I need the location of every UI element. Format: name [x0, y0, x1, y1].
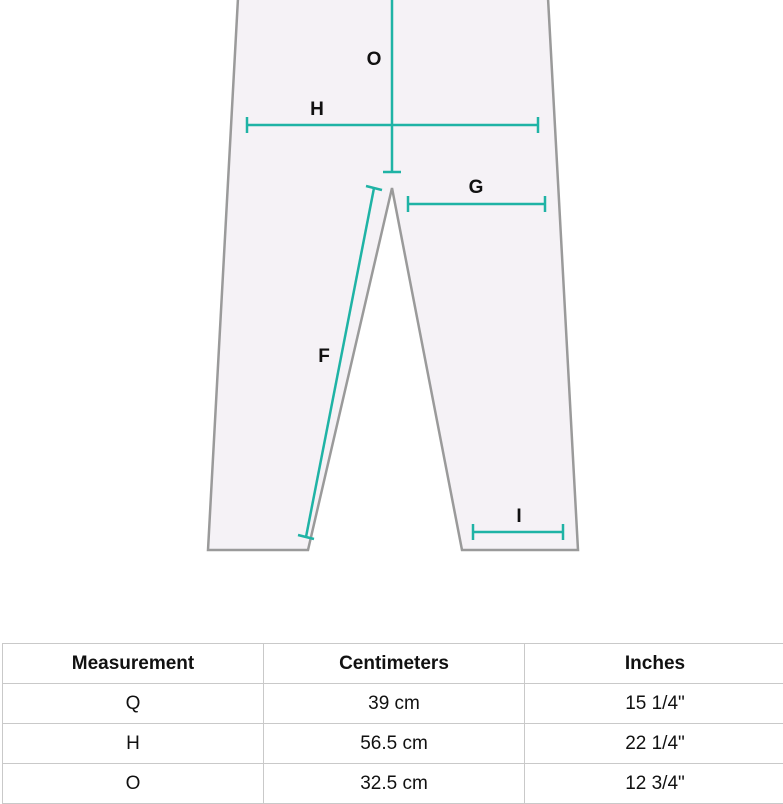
- cell-measurement: H: [3, 724, 264, 764]
- label-g: G: [469, 177, 484, 198]
- table-row: [3, 684, 783, 724]
- size-table: [2, 643, 783, 804]
- label-f: F: [318, 346, 330, 367]
- cell-centimeters: 32.5 cm: [264, 764, 525, 804]
- cell-measurement: Q: [3, 684, 264, 724]
- header-centimeters: Centimeters: [264, 644, 525, 684]
- cell-centimeters: 56.5 cm: [264, 724, 525, 764]
- table-row: [3, 724, 783, 764]
- table-header-row: [3, 644, 783, 684]
- header-measurement: Measurement: [3, 644, 264, 684]
- label-i: I: [516, 506, 521, 527]
- header-inches: Inches: [525, 644, 783, 684]
- cell-measurement: O: [3, 764, 264, 804]
- table-row: [3, 764, 783, 804]
- cell-inches: 12 3/4": [525, 764, 783, 804]
- label-o: O: [367, 49, 382, 70]
- label-h: H: [310, 99, 324, 120]
- cell-centimeters: 39 cm: [264, 684, 525, 724]
- cell-inches: 15 1/4": [525, 684, 783, 724]
- cell-inches: 22 1/4": [525, 724, 783, 764]
